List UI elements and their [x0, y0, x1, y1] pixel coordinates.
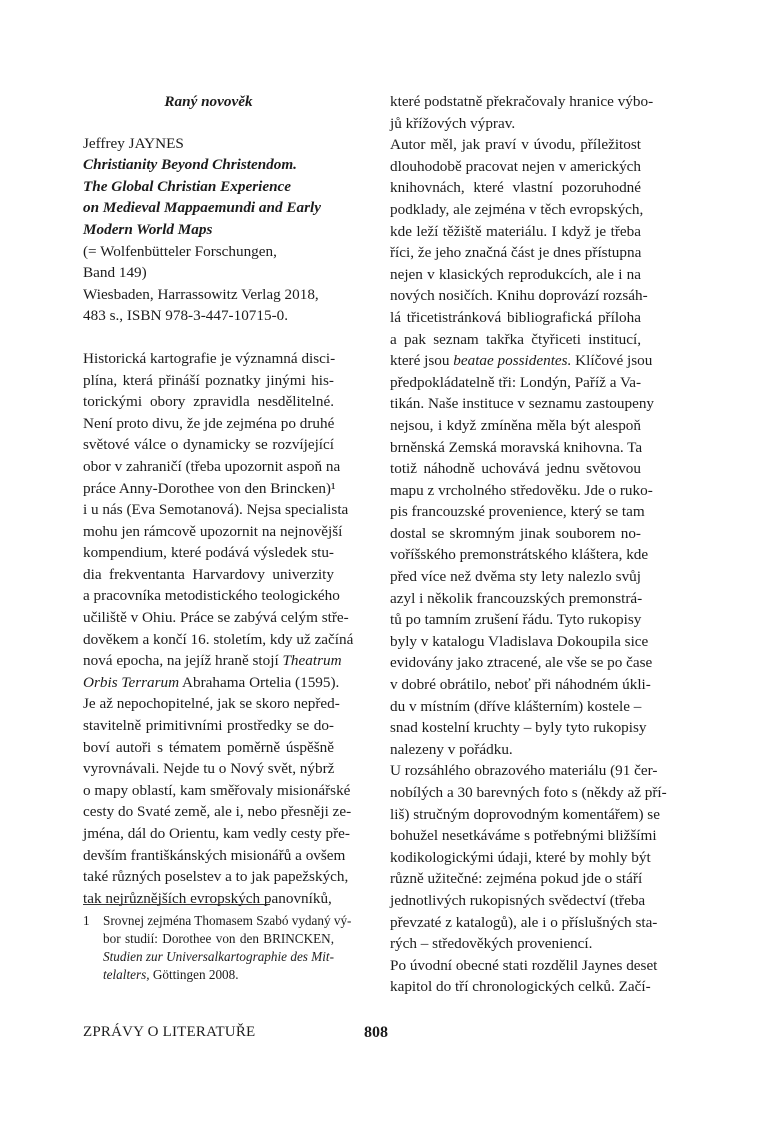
- body-line: mapu z vrcholného středověku. Jde o ruko-: [390, 481, 653, 499]
- body-line: jednotlivých rukopisných svědectví (třeba: [390, 891, 646, 909]
- book-title-line: The Global Christian Experience: [83, 177, 291, 195]
- body-line: devším františkánských misionářů a ovšem: [83, 846, 346, 864]
- body-line: rých – středověkých proveniencí.: [390, 935, 593, 953]
- left-body-text: [83, 348, 354, 909]
- body-line: liš) stručným doprovodným komentářem) se: [390, 805, 660, 823]
- body-line: nobílých a 30 barevných foto s (někdy až pří-: [390, 784, 667, 801]
- body-line: nejen v klasických reprodukcích, ale i na: [390, 265, 641, 283]
- body-line: Historická kartografie je významná disci-: [83, 349, 336, 367]
- body-line: dlouhodobě pracovat nejen v amerických: [390, 157, 641, 175]
- italic-title: Theatrum: [282, 652, 342, 670]
- footnote-line: [103, 966, 334, 984]
- body-line: tů po tamním zrušení řádu. Tyto rukopisy: [390, 611, 642, 629]
- footnote-line: Srovnej zejména Thomasem Szabó vydaný vý-: [103, 913, 352, 928]
- italic-title: Orbis Terrarum: [83, 673, 180, 691]
- body-line: bohužel nesetkáváme s potřebnými bližšími: [390, 827, 657, 845]
- body-line: a pracovníka metodistického teologického: [83, 587, 340, 605]
- footnote-italic-end: telalters,: [103, 967, 150, 982]
- body-line: jména, dál do Orientu, kam vedly cesty pře-: [83, 825, 350, 842]
- body-line: byly v katalogu Vladislava Dokoupila sice: [390, 632, 649, 650]
- body-line: učiliště v Ohiu. Práce se zabývá celým stře-: [83, 609, 349, 627]
- body-line: Po úvodní obecné stati rozdělil Jaynes deset: [390, 956, 658, 974]
- body-line: i u nás (Eva Semotanová). Nejsa specialista: [83, 501, 349, 519]
- footnote-line: [103, 948, 334, 966]
- body-line: před více než dvěma sty lety nalezlo svůj: [390, 568, 641, 586]
- body-line: vyrovnávali. Nejde tu o Nový svět, nýbrž: [83, 760, 335, 778]
- body-line: převzaté z katalogů), ale i o příslušných sta-: [390, 913, 658, 931]
- body-line: podklady, ale zejména v těch evropských,: [390, 200, 644, 218]
- body-line: Není proto divu, že jde zejména po druhé: [83, 414, 335, 432]
- body-line: boví autoři s tématem poměrně úspěšně: [83, 738, 334, 756]
- body-line: azyl i několik francouzských premonstrá-: [390, 589, 643, 607]
- body-line: snad kostelní kruchty – byly tyto rukopisy: [390, 719, 647, 737]
- body-line: dověkem a končí 16. stoletím, kdy už začíná: [83, 630, 354, 648]
- body-line: kde leží těžiště materiálu. I když je třeba: [390, 222, 641, 240]
- body-line: které podstatně překračovaly hranice výbo-: [390, 93, 654, 110]
- body-line: nová epocha, na jejíž hraně stojí Theatrum: [83, 652, 342, 670]
- body-line: evidovány jako ztracené, ale vše se po čase: [390, 654, 653, 672]
- body-line: lá třicetistránková bibliografická příloha: [390, 308, 641, 326]
- body-line: voříšského premonstrátského kláštera, kde: [390, 546, 649, 564]
- body-line: Autor měl, jak praví v úvodu, příležitost: [390, 136, 641, 154]
- book-title-line: Christianity Beyond Christendom.: [83, 156, 297, 174]
- body-line: také různých poselstev a to jak papežských,: [83, 868, 349, 886]
- body-line: U rozsáhlého obrazového materiálu (91 čer-: [390, 762, 658, 780]
- body-line: různě užitečné: zejména pokud jde o stáří: [390, 870, 643, 888]
- body-line: a pak seznam takřka čtyřiceti institucí,: [390, 330, 641, 348]
- body-line: torickými obory zpravidla nesdělitelné.: [83, 393, 334, 411]
- book-details-line: Wiesbaden, Harrassowitz Verlag 2018,: [83, 285, 319, 303]
- footnote-rest: Göttingen 2008.: [149, 967, 239, 982]
- book-details-line: 483 s., ISBN 978-3-447-10715-0.: [83, 307, 289, 325]
- body-line: plína, která přináší poznatky jinými his-: [83, 371, 334, 389]
- body-line: kodikologickými údaji, které by mohly být: [390, 848, 651, 866]
- body-line: v dobré obrátilo, neboť při náhodném úkli-: [390, 676, 651, 694]
- book-details-line: (= Wolfenbütteler Forschungen,: [83, 242, 277, 260]
- body-line: pis francouzské provenience, který se tam: [390, 503, 645, 521]
- journal-name: ZPRÁVY O LITERATUŘE: [83, 1024, 256, 1040]
- book-title-line: Modern World Maps: [83, 220, 213, 238]
- review-author: Jeffrey JAYNES: [83, 134, 184, 152]
- book-details-line: Band 149): [83, 264, 147, 282]
- footnote-italic: Studien zur Universalkartographie des Mit-: [103, 949, 334, 964]
- right-body-text: [390, 91, 667, 998]
- body-line: stavitelně primitivními prostředky se do-: [83, 717, 334, 735]
- body-line: které jsou beatae possidentes. Klíčové jsou: [390, 352, 653, 370]
- body-line: tak nejrůznějších evropských panovníků,: [83, 889, 332, 907]
- left-column: [83, 91, 354, 909]
- body-line: nových nosičích. Knihu doprovází rozsáh-: [390, 287, 648, 305]
- body-line: tikán. Naše instituce v seznamu zastoupeny: [390, 395, 655, 413]
- body-line: nalezeny v pořádku.: [390, 740, 513, 758]
- body-line: nejsou, i když zmíněna měla být alespoň: [390, 416, 641, 434]
- footnote-rule: [83, 904, 270, 905]
- body-line: dostal se skromným jinak souborem no-: [390, 524, 641, 542]
- body-line: dia frekventanta Harvardovy univerzity: [83, 565, 334, 583]
- body-line: du v místním (dříve klášterním) kostele –: [390, 697, 642, 715]
- body-line: brněnská Zemská moravská knihovna. Ta: [390, 438, 643, 456]
- footnote: [83, 912, 352, 984]
- body-line: říci, že jeho značná část je dnes přístupna: [390, 244, 642, 262]
- body-line: obor v zahraničí (třeba upozornit aspoň na: [83, 457, 341, 475]
- footnote-number: 1: [83, 913, 90, 928]
- footnote-line: bor studií: Dorothee von den BRINCKEN,: [103, 931, 334, 946]
- body-line: o mapy oblastí, kam směřovaly misionářské: [83, 781, 351, 799]
- body-line: totiž náhodně uchovává jednu světovou: [390, 460, 641, 478]
- body-line: předpokládatelně tři: Londýn, Paříž a Va-: [390, 373, 642, 391]
- body-line: Je až nepochopitelné, jak se skoro nepřed-: [83, 695, 340, 713]
- body-line: jů křížových výprav.: [390, 114, 516, 132]
- body-line: světové válce o dynamicky se rozvíjející: [83, 436, 334, 454]
- italic-phrase: beatae possidentes.: [453, 352, 572, 370]
- body-line: kompendium, které podává výsledek stu-: [83, 544, 334, 562]
- body-line: cesty do Svaté země, ale i, nebo přesněji ze-: [83, 803, 352, 821]
- right-column: [390, 91, 667, 998]
- page-number: 808: [364, 1024, 388, 1041]
- body-line: mohu jen rámcově upozornit na nejnovější: [83, 522, 343, 540]
- body-line: Orbis Terrarum Abrahama Ortelia (1595).: [83, 673, 340, 691]
- body-line: knihovnách, které vlastní pozoruhodné: [390, 179, 641, 197]
- section-title: Raný novověk: [164, 93, 253, 110]
- body-line: práce Anny-Dorothee von den Brincken)¹: [83, 479, 336, 497]
- book-title-line: on Medieval Mappaemundi and Early: [83, 199, 321, 217]
- body-line: kapitol do tří chronologických celků. Začí-: [390, 978, 651, 996]
